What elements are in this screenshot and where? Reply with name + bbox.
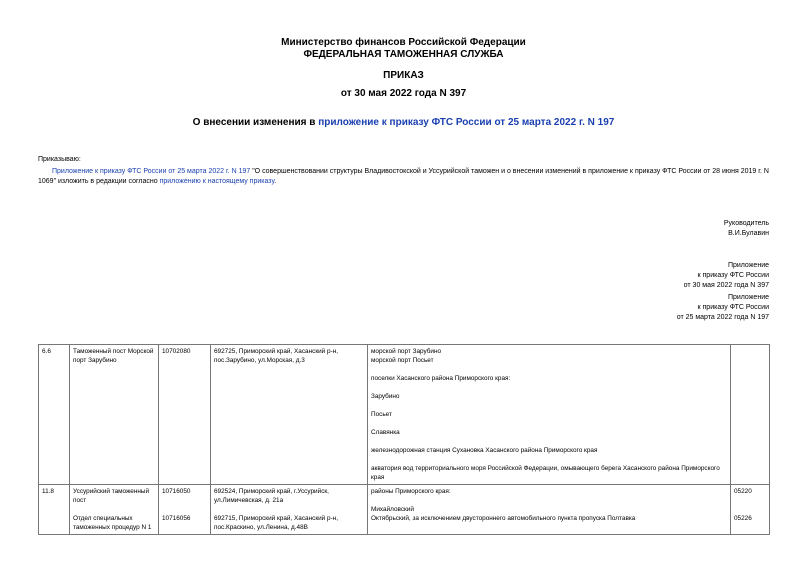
region-line: Зарубино xyxy=(371,393,400,400)
region-line: поселки Хасанского района Приморского края: xyxy=(371,375,511,382)
extra-code-line: 05220 xyxy=(734,488,752,495)
appendix-line: Приложение xyxy=(727,262,769,269)
order-link-2[interactable]: приложению к настоящему приказу xyxy=(159,178,275,185)
post-name: Таможенный пост Морской порт Зарубино xyxy=(70,345,159,485)
extra-code xyxy=(731,345,770,485)
appendix-line: Приложение xyxy=(727,294,769,301)
region-line: Посьет xyxy=(371,411,392,418)
table-row xyxy=(39,485,770,535)
table-row xyxy=(39,345,770,485)
region-line: акватория вод территориального моря Российской Федерации, омывающего берега Хасанского района Приморского края xyxy=(371,465,720,481)
post-code xyxy=(159,485,211,535)
post-name-line: Отдел специальных таможенных процедур N 1 xyxy=(73,515,152,531)
doc-subject xyxy=(0,117,807,129)
region-line: морской порт Посьет xyxy=(371,357,434,364)
post-code-line: 10716050 xyxy=(162,488,191,495)
extra-code-line: 05226 xyxy=(734,515,752,522)
order-word: Приказываю: xyxy=(38,156,81,163)
doc-type: ПРИКАЗ xyxy=(383,70,424,81)
address-line: 692715, Приморский край, Хасанский р-н, пос.Краскино, ул.Ленина, д.48В xyxy=(214,515,339,531)
post-name xyxy=(70,485,159,535)
region-line: железнодорожная станция Сухановка Хасанского района Приморского края xyxy=(371,447,598,454)
appendix-line: к приказу ФТС России xyxy=(697,304,769,311)
appendix-line: от 30 мая 2022 года N 397 xyxy=(683,282,769,289)
address-line: 692524, Приморский край, г.Уссурийск, ул.Лимичевская, д. 21а xyxy=(214,488,329,504)
doc-date-number: от 30 мая 2022 года N 397 xyxy=(340,88,467,99)
order-text-end: . xyxy=(274,178,277,185)
ministry-title: Министерство финансов Российской Федерации xyxy=(281,37,526,48)
post-name-line: Уссурийский таможенный пост xyxy=(73,488,150,504)
order-link-1[interactable]: Приложение к приказу ФТС России от 25 марта 2022 г. N 197 xyxy=(52,168,251,175)
region-line: морской порт Зарубино xyxy=(371,348,442,355)
subject-link[interactable]: приложение к приказу ФТС России от 25 марта 2022 г. N 197 xyxy=(318,117,615,128)
row-number: 11.8 xyxy=(39,485,70,535)
order-text-mid: "О совершенствовании структуры Владивостокской и Уссурийской таможен и о внесении изменений в приложение к приказу ФТС России от 28 июня 2019 г. N 1069" изложить в редакции согласно xyxy=(38,168,769,185)
extra-code xyxy=(731,485,770,535)
region-line: Октябрьский, за исключением двустороннего автомобильного пункта пропуска Полтавка xyxy=(371,515,636,522)
region-line: районы Приморского края: xyxy=(371,488,451,495)
subject-prefix: О внесении изменения в xyxy=(192,117,319,128)
signature-position: Руководитель xyxy=(723,220,769,227)
customs-table xyxy=(38,344,770,535)
order-text xyxy=(38,167,769,187)
appendix-line: к приказу ФТС России xyxy=(697,272,769,279)
post-address xyxy=(211,485,368,535)
post-region xyxy=(368,345,731,485)
service-title: ФЕДЕРАЛЬНАЯ ТАМОЖЕННАЯ СЛУЖБА xyxy=(303,49,504,60)
region-line: Михайловский xyxy=(371,506,414,513)
row-number: 6.6 xyxy=(39,345,70,485)
region-line: Славянка xyxy=(371,429,400,436)
post-code-line: 10716056 xyxy=(162,515,191,522)
post-address: 692725, Приморский край, Хасанский р-н, пос.Зарубино, ул.Морская, д.3 xyxy=(211,345,368,485)
appendix-line: от 25 марта 2022 года N 197 xyxy=(676,314,769,321)
signature-name: В.И.Булавин xyxy=(728,230,769,237)
post-region xyxy=(368,485,731,535)
post-code: 10702080 xyxy=(159,345,211,485)
